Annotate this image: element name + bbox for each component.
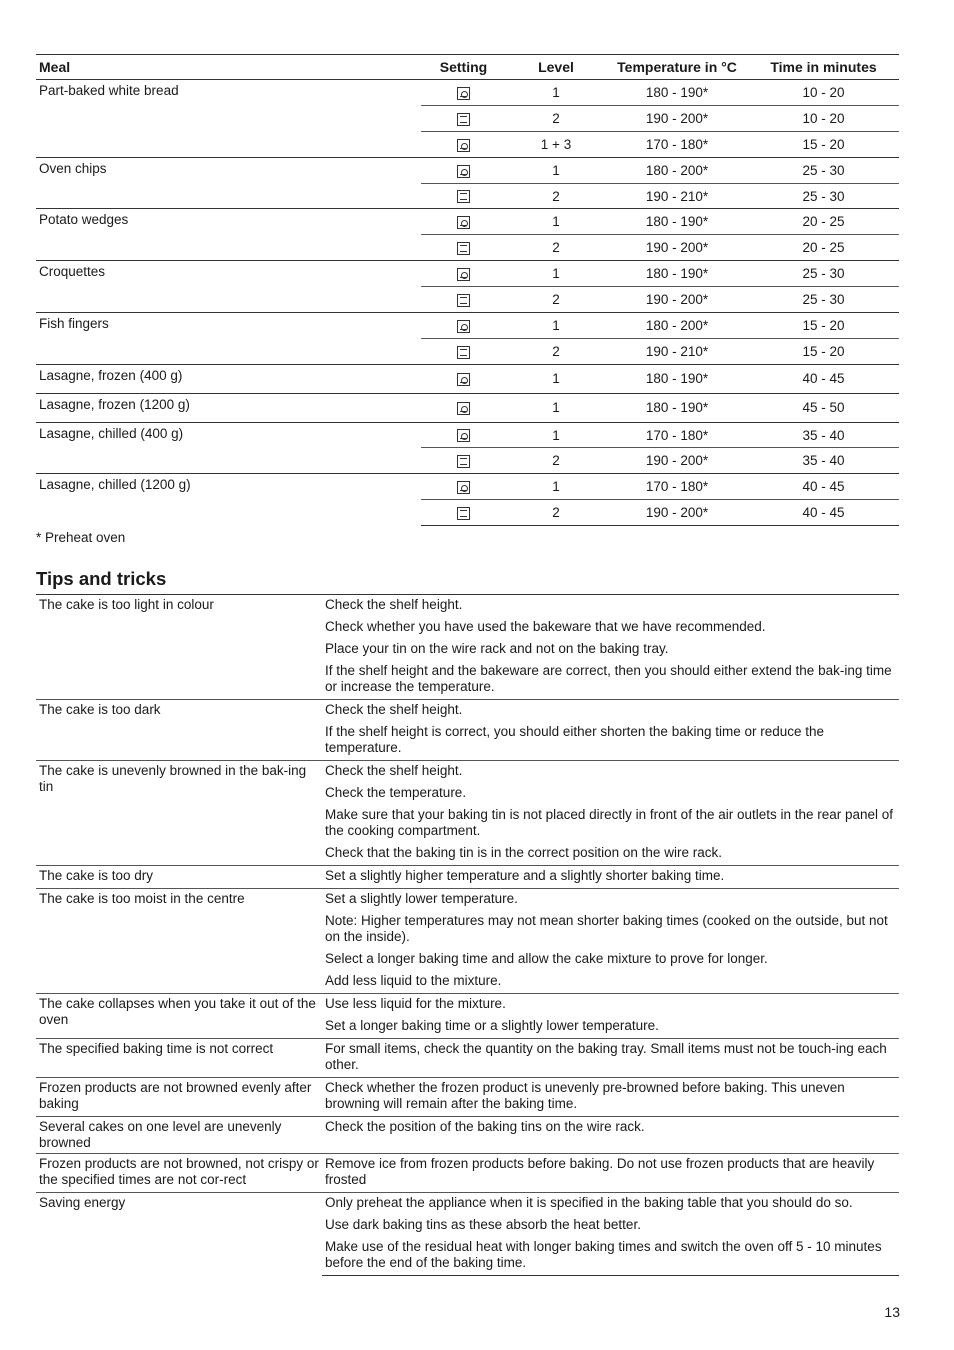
- tip-row: [36, 595, 899, 618]
- solution-cell: If the shelf height and the bakeware are correct, then you should either extend the bak-ing time or increase the temperature.: [325, 663, 892, 695]
- temperature-cell: 180 - 190*: [606, 393, 748, 422]
- temperature-cell: 180 - 200*: [606, 157, 748, 183]
- setting-cell: [421, 338, 506, 364]
- top-bottom-heating-icon: [457, 507, 470, 520]
- solution-cell: Note: Higher temperatures may not mean shorter baking times (cooked on the outside, but not on the inside).: [325, 913, 888, 945]
- temperature-cell: 180 - 190*: [606, 261, 748, 287]
- setting-cell: [421, 364, 506, 393]
- solution-cell: Use dark baking tins as these absorb the heat better.: [325, 1217, 641, 1233]
- setting-cell: [421, 448, 506, 474]
- meal-name: Lasagne, chilled (1200 g): [36, 474, 421, 526]
- table-row: [36, 261, 899, 287]
- top-bottom-heating-icon: [457, 190, 470, 203]
- time-cell: 15 - 20: [748, 131, 899, 157]
- level-cell: 1: [506, 80, 606, 106]
- level-cell: 1: [506, 157, 606, 183]
- level-cell: 2: [506, 105, 606, 131]
- level-cell: 1: [506, 422, 606, 448]
- setting-cell: [421, 500, 506, 526]
- setting-cell: [421, 80, 506, 106]
- time-cell: 25 - 30: [748, 287, 899, 313]
- meal-name: Oven chips: [36, 157, 421, 209]
- level-cell: 2: [506, 287, 606, 313]
- problem-cell: The cake is unevenly browned in the bak-ing tin: [36, 761, 322, 866]
- meal-name: Part-baked white bread: [36, 80, 421, 158]
- level-cell: 2: [506, 500, 606, 526]
- table-row: [36, 364, 899, 393]
- temperature-cell: 180 - 200*: [606, 313, 748, 339]
- time-cell: 25 - 30: [748, 183, 899, 209]
- hot-air-icon: [457, 481, 470, 494]
- meal-table-header: [36, 55, 899, 80]
- tip-row: [36, 866, 899, 889]
- meal-name: Lasagne, chilled (400 g): [36, 422, 421, 474]
- tip-row: [36, 1039, 899, 1078]
- header-level: Level: [538, 59, 574, 75]
- solution-cell: Remove ice from frozen products before baking. Do not use frozen products that are heavily frosted: [322, 1154, 899, 1193]
- solution-cell: Place your tin on the wire rack and not on the baking tray.: [325, 641, 669, 657]
- solution-cell: Only preheat the appliance when it is specified in the baking table that you should do so.: [322, 1193, 899, 1216]
- top-bottom-heating-icon: [457, 113, 470, 126]
- setting-cell: [421, 209, 506, 235]
- solution-cell: Check the shelf height.: [325, 597, 463, 613]
- hot-air-icon: [457, 402, 470, 415]
- problem-cell: The cake is too dark: [36, 700, 322, 761]
- time-cell: 25 - 30: [748, 157, 899, 183]
- tip-row: [36, 761, 899, 784]
- temperature-cell: 170 - 180*: [606, 131, 748, 157]
- setting-cell: [421, 313, 506, 339]
- meal-name: Lasagne, frozen (1200 g): [36, 393, 421, 422]
- temperature-cell: 190 - 200*: [606, 287, 748, 313]
- tips-table: [36, 594, 899, 1276]
- table-row: [36, 313, 899, 339]
- temperature-cell: 190 - 200*: [606, 500, 748, 526]
- hot-air-icon: [457, 139, 470, 152]
- problem-cell: The cake is too light in colour: [39, 597, 214, 613]
- temperature-cell: 190 - 200*: [606, 235, 748, 261]
- setting-cell: [421, 422, 506, 448]
- temperature-cell: 180 - 190*: [606, 80, 748, 106]
- time-cell: 45 - 50: [748, 393, 899, 422]
- solution-cell: Check the position of the baking tins on the wire rack.: [322, 1117, 899, 1154]
- time-cell: 25 - 30: [748, 261, 899, 287]
- level-cell: 1 + 3: [506, 131, 606, 157]
- level-cell: 2: [506, 183, 606, 209]
- solution-cell: Set a slightly higher temperature and a slightly shorter baking time.: [322, 866, 899, 889]
- setting-cell: [421, 261, 506, 287]
- time-cell: 35 - 40: [748, 422, 899, 448]
- solution-cell: Make use of the residual heat with longer baking times and switch the oven off 5 - 10 minutes before the end of the baking time.: [322, 1237, 899, 1276]
- solution-cell: Check the shelf height.: [322, 700, 899, 723]
- footnote: * Preheat oven: [36, 530, 126, 546]
- temperature-cell: 170 - 180*: [606, 422, 748, 448]
- solution-cell: Set a longer baking time or a slightly lower temperature.: [325, 1018, 659, 1034]
- level-cell: 1: [506, 393, 606, 422]
- header-setting: Setting: [439, 59, 488, 75]
- setting-cell: [421, 474, 506, 500]
- solution-cell: Check whether you have used the bakeware that we have recommended.: [325, 619, 766, 635]
- level-cell: 2: [506, 338, 606, 364]
- temperature-cell: 190 - 200*: [606, 448, 748, 474]
- temperature-cell: 190 - 210*: [606, 338, 748, 364]
- hot-air-icon: [457, 268, 470, 281]
- setting-cell: [421, 105, 506, 131]
- temperature-cell: 170 - 180*: [606, 474, 748, 500]
- setting-cell: [421, 393, 506, 422]
- solution-cell: For small items, check the quantity on the baking tray. Small items must not be touch-ing each other.: [322, 1039, 899, 1078]
- problem-cell: The cake is too dry: [36, 866, 322, 889]
- level-cell: 1: [506, 474, 606, 500]
- time-cell: 15 - 20: [748, 313, 899, 339]
- solution-cell: Make sure that your baking tin is not placed directly in front of the air outlets in the rear panel of the cooking compartment.: [325, 807, 894, 839]
- temperature-cell: 190 - 210*: [606, 183, 748, 209]
- page-number: 13: [884, 1304, 900, 1320]
- top-bottom-heating-icon: [457, 455, 470, 468]
- temperature-cell: 180 - 190*: [606, 364, 748, 393]
- meal-table: [36, 54, 899, 526]
- hot-air-icon: [457, 216, 470, 229]
- hot-air-icon: [457, 165, 470, 178]
- table-row: [36, 393, 899, 422]
- level-cell: 1: [506, 313, 606, 339]
- level-cell: 1: [506, 364, 606, 393]
- level-cell: 1: [506, 261, 606, 287]
- time-cell: 20 - 25: [748, 235, 899, 261]
- problem-cell: Saving energy: [36, 1193, 322, 1276]
- hot-air-icon: [457, 320, 470, 333]
- setting-cell: [421, 235, 506, 261]
- setting-cell: [421, 157, 506, 183]
- top-bottom-heating-icon: [457, 294, 470, 307]
- tip-row: [36, 1154, 899, 1193]
- setting-cell: [421, 131, 506, 157]
- temperature-cell: 190 - 200*: [606, 105, 748, 131]
- time-cell: 40 - 45: [748, 474, 899, 500]
- problem-cell: Frozen products are not browned, not crispy or the specified times are not cor-rect: [36, 1154, 322, 1193]
- time-cell: 15 - 20: [748, 338, 899, 364]
- problem-cell: The specified baking time is not correct: [36, 1039, 322, 1078]
- problem-cell: The cake collapses when you take it out of the oven: [36, 994, 322, 1039]
- solution-cell: Set a slightly lower temperature.: [322, 889, 899, 912]
- page: [36, 54, 899, 1276]
- solution-cell: Select a longer baking time and allow the cake mixture to prove for longer.: [325, 951, 768, 967]
- tip-row: [36, 1193, 899, 1216]
- solution-cell: Check that the baking tin is in the correct position on the wire rack.: [325, 845, 722, 861]
- solution-cell: If the shelf height is correct, you should either shorten the baking time or reduce the temperature.: [325, 724, 825, 756]
- tip-row: [36, 1078, 899, 1117]
- header-meal: Meal: [39, 59, 71, 75]
- top-bottom-heating-icon: [457, 242, 470, 255]
- solution-cell: Check the shelf height.: [322, 761, 899, 784]
- solution-cell: Check whether the frozen product is unevenly pre-browned before baking. This uneven browning will remain after the baking time.: [322, 1078, 899, 1117]
- table-row: [36, 80, 899, 106]
- problem-cell: Frozen products are not browned evenly after baking: [36, 1078, 322, 1117]
- meal-name: Fish fingers: [36, 313, 421, 365]
- top-bottom-heating-icon: [457, 346, 470, 359]
- problem-cell: The cake is too moist in the centre: [36, 889, 322, 994]
- solution-cell: Check the temperature.: [325, 785, 467, 801]
- time-cell: 40 - 45: [748, 364, 899, 393]
- solution-cell: Add less liquid to the mixture.: [325, 973, 502, 989]
- tip-row: [36, 994, 899, 1017]
- time-cell: 40 - 45: [748, 500, 899, 526]
- section-title: Tips and tricks: [36, 568, 167, 590]
- hot-air-icon: [457, 373, 470, 386]
- hot-air-icon: [457, 87, 470, 100]
- solution-cell: Use less liquid for the mixture.: [322, 994, 899, 1017]
- meal-name: Croquettes: [36, 261, 421, 313]
- time-cell: 35 - 40: [748, 448, 899, 474]
- header-temperature: Temperature in °C: [617, 59, 737, 75]
- meal-name: Lasagne, frozen (400 g): [36, 364, 421, 393]
- table-row: [36, 422, 899, 448]
- level-cell: 2: [506, 448, 606, 474]
- setting-cell: [421, 287, 506, 313]
- tip-row: [36, 1117, 899, 1154]
- tip-row: [36, 700, 899, 723]
- level-cell: 2: [506, 235, 606, 261]
- time-cell: 10 - 20: [748, 80, 899, 106]
- problem-cell: Several cakes on one level are unevenly browned: [36, 1117, 322, 1154]
- table-row: [36, 209, 899, 235]
- table-row: [36, 157, 899, 183]
- temperature-cell: 180 - 190*: [606, 209, 748, 235]
- time-cell: 10 - 20: [748, 105, 899, 131]
- hot-air-icon: [457, 429, 470, 442]
- tip-row: [36, 889, 899, 912]
- tips-table-body: [36, 595, 899, 1276]
- header-time: Time in minutes: [770, 59, 877, 75]
- meal-table-body: [36, 80, 899, 526]
- level-cell: 1: [506, 209, 606, 235]
- time-cell: 20 - 25: [748, 209, 899, 235]
- setting-cell: [421, 183, 506, 209]
- table-row: [36, 474, 899, 500]
- meal-name: Potato wedges: [36, 209, 421, 261]
